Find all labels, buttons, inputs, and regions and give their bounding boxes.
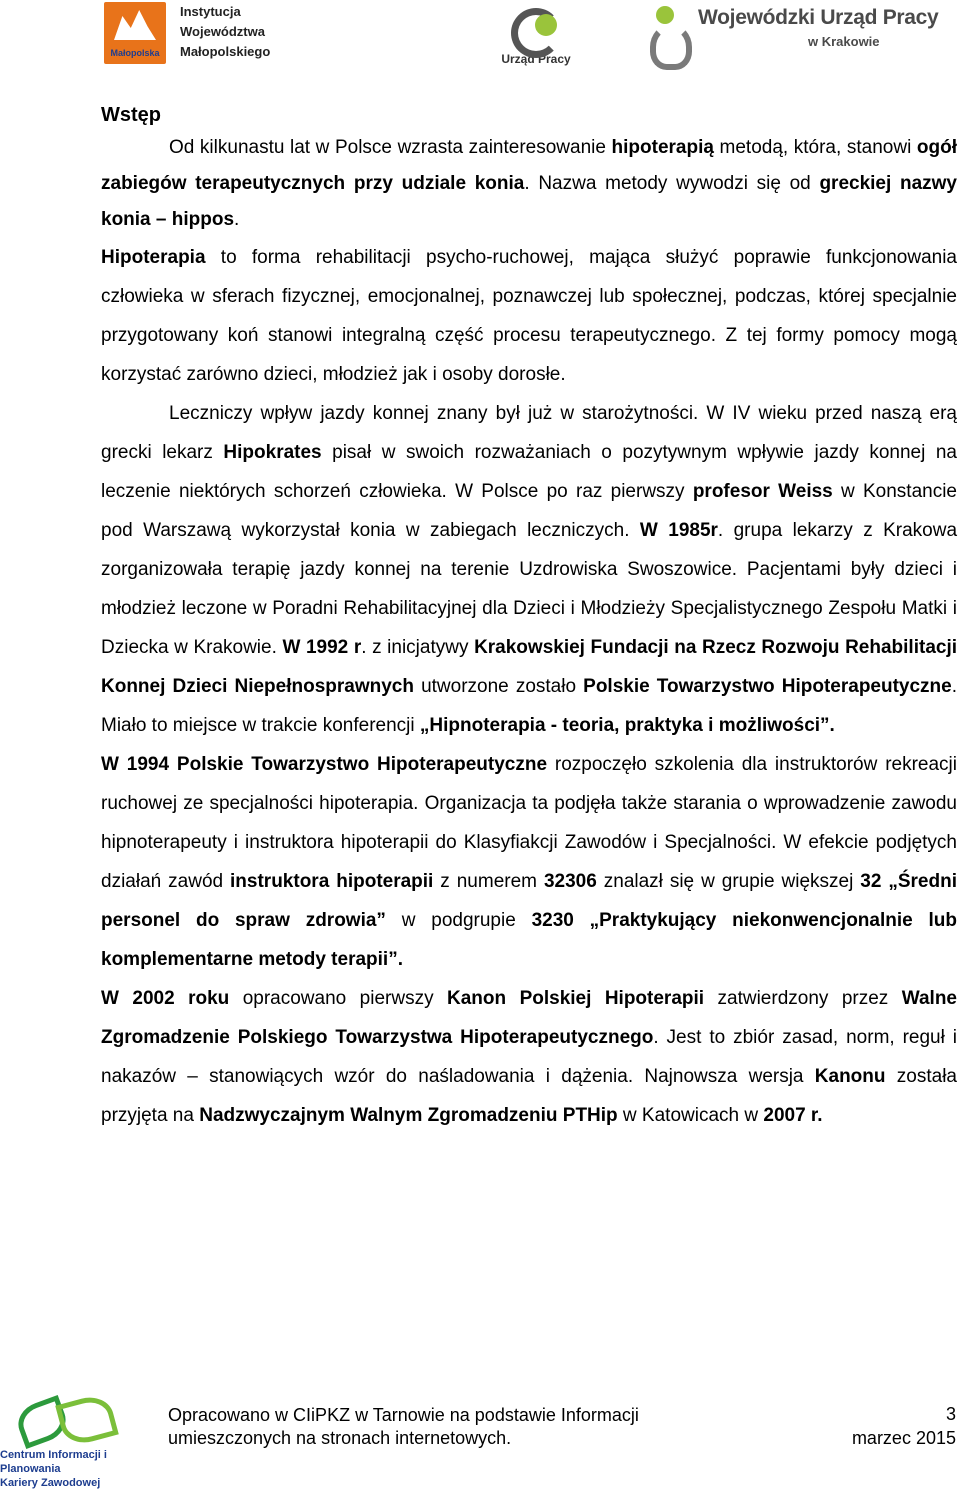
- wup-icon: [648, 0, 694, 64]
- ciipkz-logo-line1: Centrum Informacji i Planowania: [0, 1449, 107, 1475]
- urzad-pracy-icon: [505, 2, 567, 50]
- urzad-pracy-logo: [496, 2, 576, 66]
- ciipkz-icon: [14, 1396, 118, 1442]
- malopolska-caption: Instytucja Województwa Małopolskiego: [180, 4, 271, 59]
- malopolska-badge-text: Małopolska: [110, 48, 160, 58]
- paragraph-history: Leczniczy wpływ jazdy konnej znany był już w starożytności. W IV wieku przed naszą erą grecki lekarz Hipokrates pisał w swoich rozważaniach o pozytywnym wpływie jazdy konnej na leczenie niektórych schorzeń człowieka. W Polsce po raz pierwszy profesor Weiss w Konstancie pod Warszawą wykorzystał konia w zabiegach leczniczych. W 1985r. grupa lekarzy z Krakowa zorganizowała terapię jazdy konnej na terenie Uzdrowiska Swoszowice. Pacjentami były dzieci i młodzież leczone w Poradni Rehabilitacyjnej dla Dzieci i Młodzieży Specjalistycznego Zespołu Matki i Dziecka w Krakowie. W 1992 r. z inicjatywy Krakowskiej Fundacji na Rzecz Rozwoju Rehabilitacji Konnej Dzieci Niepełnosprawnych utworzone zostało Polskie Towarzystwo Hipoterapeutyczne. Miało to miejsce w trakcie konferencji „Hipnoterapia - teoria, praktyka i możliwości”.: [101, 403, 958, 736]
- footer-date: marzec 2015: [851, 1428, 956, 1448]
- wup-title: Wojewódzki Urząd Pracy: [698, 6, 939, 29]
- ciipkz-logo: [0, 1396, 140, 1490]
- ciipkz-logo-line2: Kariery Zawodowej: [0, 1477, 101, 1489]
- malopolska-logo: [104, 2, 270, 64]
- page-header: [0, 0, 960, 78]
- footer-source-note: Opracowano w CIiPKZ w Tarnowie na podstawie Informacji umieszczonych na stronach internetowych.: [168, 1405, 639, 1448]
- wup-subtitle: w Krakowie: [808, 34, 880, 49]
- page-footer: [0, 1390, 960, 1489]
- urzad-pracy-caption: Urząd Pracy: [501, 52, 571, 66]
- section-title: Wstęp: [101, 104, 161, 126]
- page-number: 3: [945, 1404, 956, 1424]
- document-body: [101, 100, 957, 1135]
- malopolska-emblem: [104, 2, 166, 64]
- paragraph-1994: W 1994 Polskie Towarzystwo Hipoterapeutyczne rozpoczęło szkolenia dla instruktorów rekreacji ruchowej ze specjalności hipoterapia. Organizacja ta podjęła także starania o wprowadzenie zawodu hipnoterapeuty i instruktora hipoterapii do Klasyfiakcji Zawodów i Specjalności. W efekcie podjętych działań zawód instruktora hipoterapii z numerem 32306 znalazł się w grupie większej 32 „Średni personel do spraw zdrowia” w podgrupie 3230 „Praktykujący niekonwencjonalnie lub komplementarne metody terapii”.: [101, 754, 957, 970]
- paragraph-definition: Hipoterapia to forma rehabilitacji psycho-ruchowej, mająca służyć poprawie funkcjonowania człowieka w sferach fizycznej, emocjonalnej, poznawczej lub społecznej, podczas, której specjalnie przygotowany koń stanowi integralną część procesu terapeutycznego. Z tej formy pomocy mogą korzystać zarówno dzieci, młodzież jak i osoby dorosłe.: [101, 247, 957, 385]
- wup-logo: [648, 0, 938, 64]
- paragraph-2002: W 2002 roku opracowano pierwszy Kanon Polskiej Hipoterapii zatwierdzony przez Walne Zgromadzenie Polskiego Towarzystwa Hipoterapeutycznego. Jest to zbiór zasad, norm, reguł i nakazów – stanowiących wzór do naśladowania i dążenia. Najnowsza wersja Kanonu została przyjęta na Nadzwyczajnym Walnym Zgromadzeniu PTHip w Katowicach w 2007 r.: [101, 988, 957, 1126]
- paragraph-intro: Od kilkunastu lat w Polsce wzrasta zainteresowanie hipoterapią metodą, która, stanowi ogół zabiegów terapeutycznych przy udziale konia. Nazwa metody wywodzi się od greckiej nazwy konia – hippos.: [101, 137, 957, 230]
